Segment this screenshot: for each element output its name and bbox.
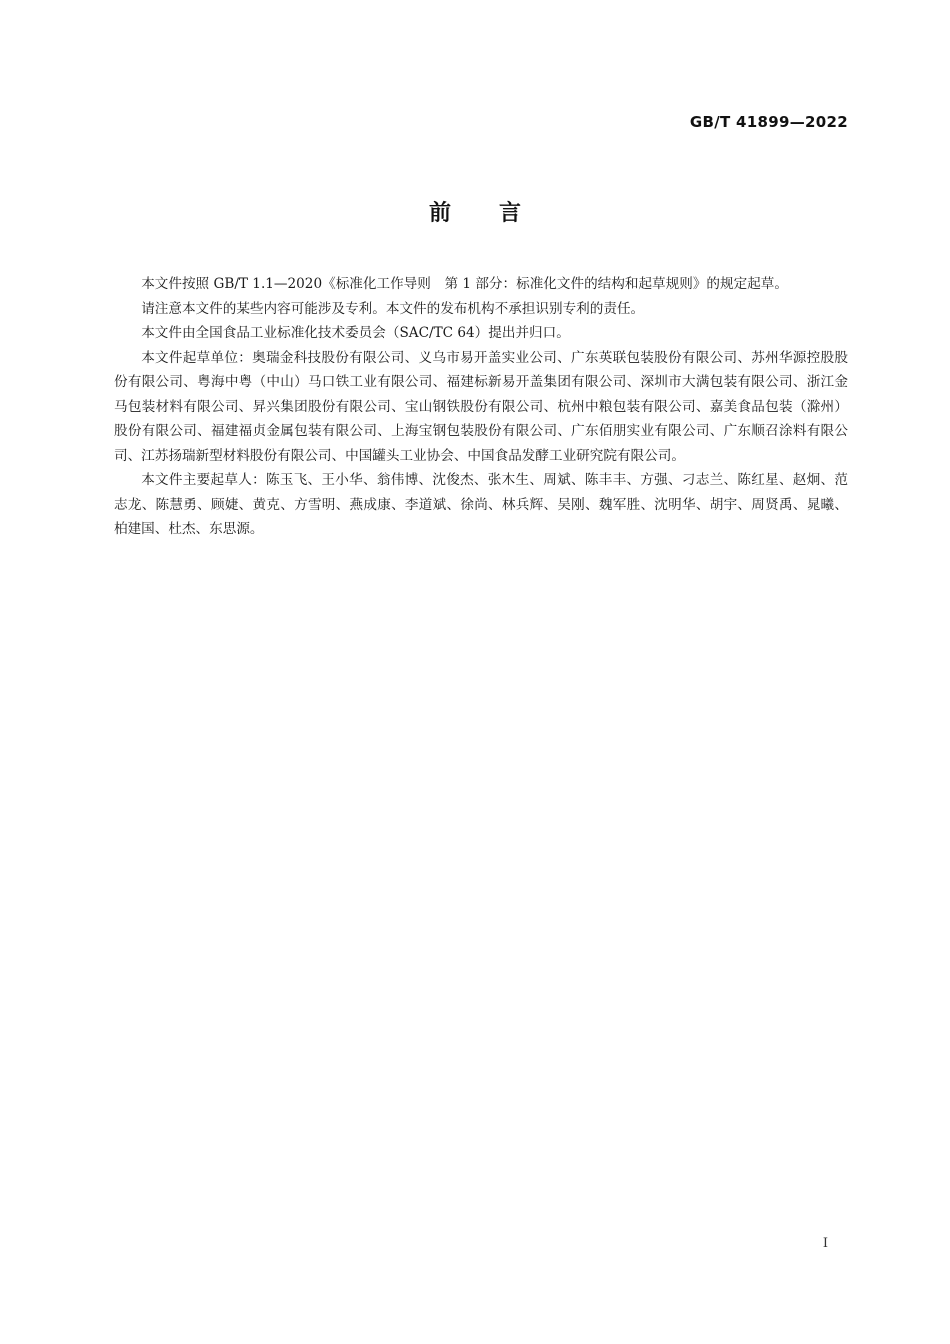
paragraph-main-drafters: 本文件主要起草人：陈玉飞、王小华、翁伟博、沈俊杰、张木生、周斌、陈丰丰、方强、刁志兰、陈红星、赵炯、范志龙、陈慧勇、顾婕、黄克、方雪明、燕成康、李道斌、徐尚、林兵辉、吴刚、魏军胜、沈明华、胡宇、周贤禹、晁曦、柏建国、杜杰、东思源。 xyxy=(114,472,848,537)
paragraph-drafting-rules: 本文件按照 GB/T 1.1—2020《标准化工作导则 第 1 部分：标准化文件的结构和起草规则》的规定起草。 xyxy=(141,276,788,292)
preface-body xyxy=(114,272,848,542)
page-number: I xyxy=(822,1236,828,1251)
paragraph-proposer: 本文件由全国食品工业标准化技术委员会（SAC/TC 64）提出并归口。 xyxy=(141,325,570,341)
paragraph-patent-notice: 请注意本文件的某些内容可能涉及专利。本文件的发布机构不承担识别专利的责任。 xyxy=(141,300,645,317)
standard-number: GB/T 41899—2022 xyxy=(689,113,848,131)
section-title: 前言 xyxy=(428,201,569,226)
paragraph-drafting-units: 本文件起草单位：奥瑞金科技股份有限公司、义乌市易开盖实业公司、广东英联包装股份有限公司、苏州华源控股股份有限公司、粤海中粤（中山）马口铁工业有限公司、福建标新易开盖集团有限公司、深圳市大满包装有限公司、浙江金马包装材料有限公司、昇兴集团股份有限公司、宝山钢铁股份有限公司、杭州中粮包装有限公司、嘉美食品包装（滁州）股份有限公司、福建福贞金属包装有限公司、上海宝钢包装股份有限公司、广东佰朋实业有限公司、广东顺召涂料有限公司、江苏扬瑞新型材料股份有限公司、中国罐头工业协会、中国食品发酵工业研究院有限公司。 xyxy=(114,349,848,464)
